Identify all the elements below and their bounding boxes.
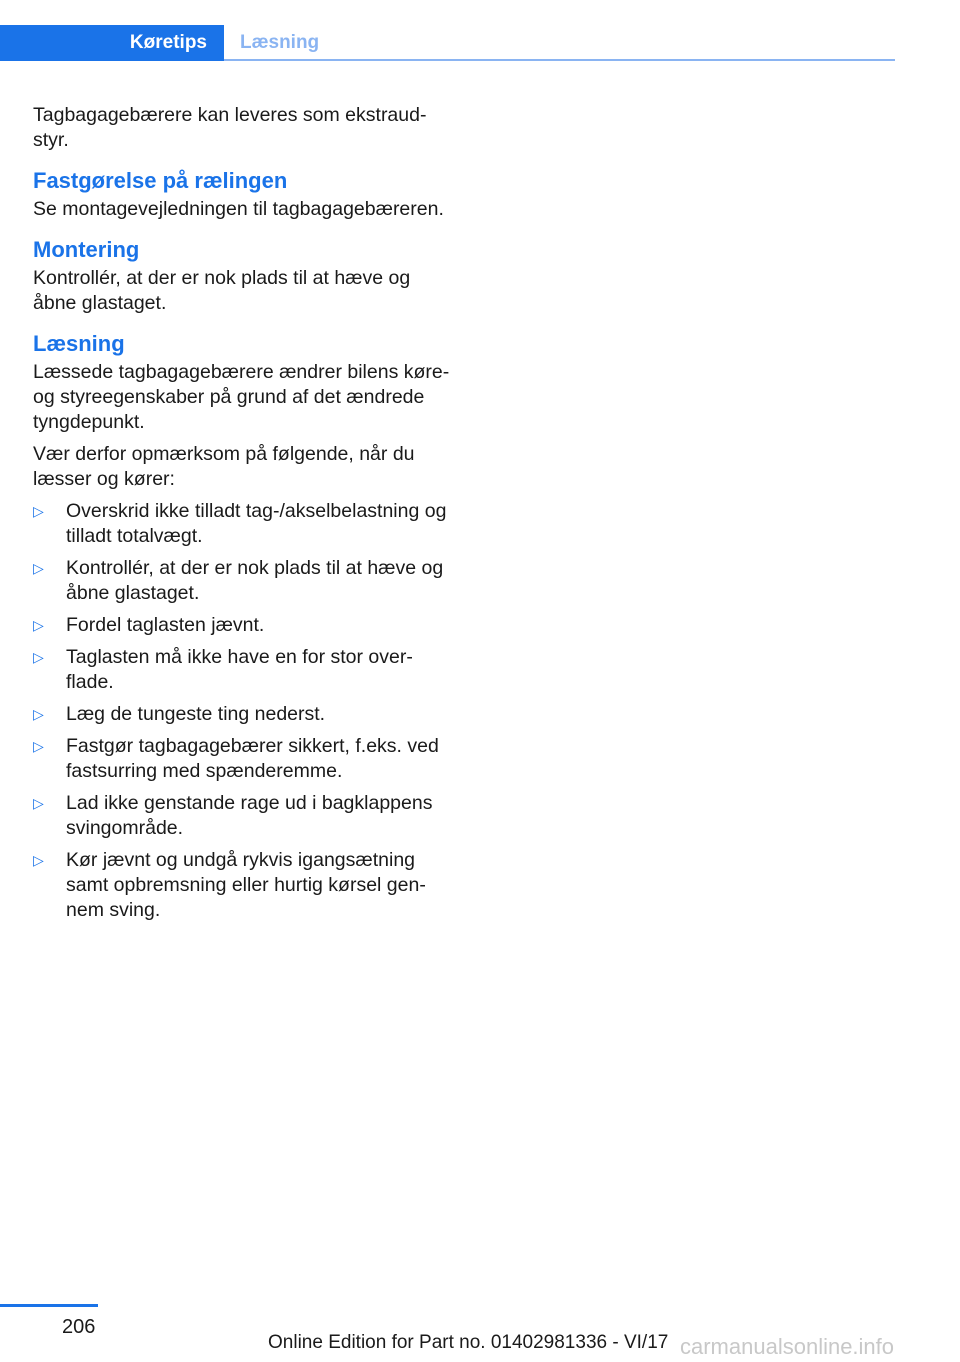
triangle-right-icon: ▷ xyxy=(33,617,44,633)
triangle-right-icon: ▷ xyxy=(33,649,44,665)
edition-text: Online Edition for Part no. 01402981336 - VI/17 xyxy=(268,1332,669,1353)
paragraph-laesning-2: Vær derfor opmærksom på følgende, når du læsser og kører: xyxy=(33,443,415,490)
heading-montering: Montering xyxy=(33,237,140,262)
list-item: ▷ Kør jævnt og undgå rykvis igangsætning samt opbremsning eller hurtig kørsel gennem sving. xyxy=(33,849,426,921)
triangle-right-icon: ▷ xyxy=(33,560,44,576)
tab-bar xyxy=(0,25,895,61)
list-item: ▷ Overskrid ikke tilladt tag-/akselbelastning og tilladt totalvægt. xyxy=(33,500,447,547)
triangle-right-icon: ▷ xyxy=(33,738,44,754)
heading-fastgorelse: Fastgørelse på rælingen xyxy=(33,168,288,193)
triangle-right-icon: ▷ xyxy=(33,852,44,868)
page-content xyxy=(33,103,453,930)
page-number: 206 xyxy=(62,1316,96,1338)
triangle-right-icon: ▷ xyxy=(33,795,44,811)
bullet-list xyxy=(33,499,453,923)
tab-laesning[interactable]: Læsning xyxy=(240,32,320,53)
footer-rule xyxy=(0,1304,98,1307)
list-item: ▷ Fastgør tagbagagebærer sikkert, f.eks. ved fastsurring med spænderemme. xyxy=(33,735,439,782)
list-item: ▷ Kontrollér, at der er nok plads til at hæve og åbne glastaget. xyxy=(33,557,444,604)
paragraph-laesning: Læssede tagbagagebærere ændrer bilens køre- og styreegenskaber på grund af det ændrede tyngdepunkt. xyxy=(33,361,450,433)
triangle-right-icon: ▷ xyxy=(33,503,44,519)
triangle-right-icon: ▷ xyxy=(33,706,44,722)
paragraph-montering: Kontrollér, at der er nok plads til at hæve og åbne glastaget. xyxy=(33,267,411,314)
paragraph-fastgorelse: Se montagevejledningen til tagbagagebæreren. xyxy=(33,198,444,220)
list-item: ▷ Taglasten må ikke have en for stor overflade. xyxy=(33,646,413,693)
intro-paragraph: Tagbagagebærere kan leveres som ekstraudstyr. xyxy=(33,104,427,151)
tab-underline xyxy=(224,59,895,61)
tab-koretips[interactable]: Køretips xyxy=(0,25,224,61)
watermark: carmanualsonline.info xyxy=(680,1334,895,1359)
list-item: ▷ Lad ikke genstande rage ud i bagklappens svingområde. xyxy=(33,792,433,839)
heading-laesning: Læsning xyxy=(33,331,125,356)
list-item: ▷ Læg de tungeste ting nederst. xyxy=(33,703,326,725)
list-item: ▷ Fordel taglasten jævnt. xyxy=(33,614,265,636)
